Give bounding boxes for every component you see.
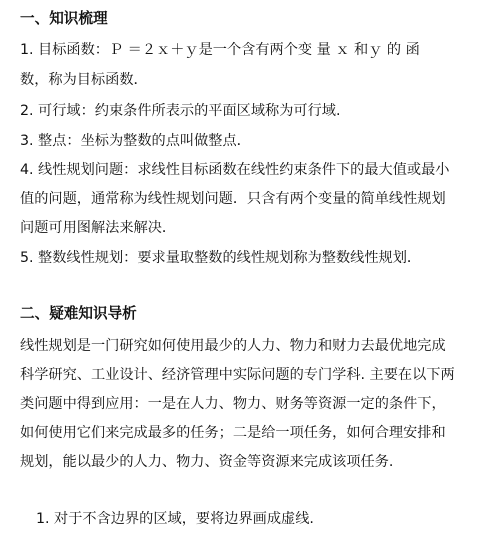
para-line5: 规划，能以最少的人力、物力、资金等资源来完成该项任务. xyxy=(20,454,394,470)
para-line3: 类问题中得到应用：一是在人力、物力、财务等资源一定的条件下， xyxy=(20,396,446,412)
section2-heading: 二、疑难知识导析 xyxy=(20,305,137,322)
section1-heading: 一、知识梳理 xyxy=(20,10,108,27)
para-line2: 科学研究、工业设计、经济管理中实际问题的专门学科. 主要在以下两 xyxy=(20,367,455,383)
item2: 2. 可行域：约束条件所表示的平面区域称为可行域. xyxy=(20,103,341,119)
item4-line1: 4. 线性规划问题：求线性目标函数在线性约束条件下的最大值或最小 xyxy=(20,162,450,178)
item4-line3: 问题可用图解法来解决． xyxy=(20,220,177,236)
item1-line2: 数，称为目标函数． xyxy=(20,72,148,88)
para-line1: 线性规划是一门研究如何使用最少的人力、物力和财力去最优地完成 xyxy=(20,338,446,354)
para-line4: 如何使用它们来完成最多的任务；二是给一项任务，如何合理安排和 xyxy=(20,425,446,441)
item3: 3. 整点：坐标为整数的点叫做整点． xyxy=(20,133,251,149)
item4-line2: 值的问题，通常称为线性规划问题．只含有两个变量的简单线性规划 xyxy=(20,191,446,207)
item1-line1: 1. 目标函数：Ｐ ＝２ｘ＋ｙ是一个含有两个变 量 ｘ 和ｙ 的 函 xyxy=(20,42,420,58)
section2-item1: 1. 对于不含边界的区域，要将边界画成虚线. xyxy=(36,511,314,527)
item5: 5. 整数线性规划：要求量取整数的线性规划称为整数线性规划． xyxy=(20,250,422,266)
